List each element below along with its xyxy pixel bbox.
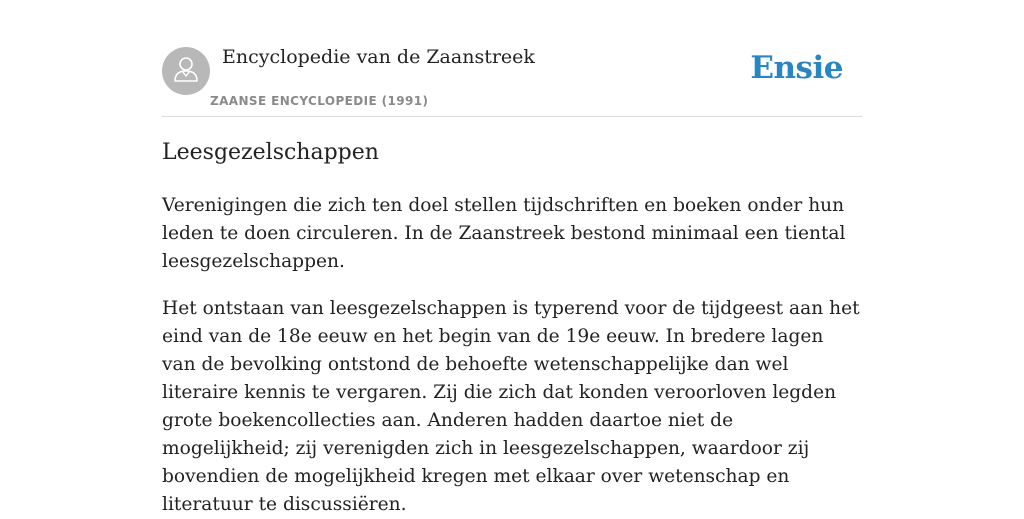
article-paragraph-1: Verenigingen die zich ten doel stellen tijdschriften en boeken onder hun leden te doen circuleren. In de Zaanstreek bestond minimaal een tiental leesgezelschappen.: [162, 195, 846, 272]
article-paragraph-2: Het ontstaan van leesgezelschappen is typerend voor de tijdgeest aan het eind van de 18e eeuw en het begin van de 19e eeuw. In bredere lagen van de bevolking ontstond de behoefte wetenschappelijke dan wel literaire kennis te vergaren. Zij die zich dat konden veroorloven legden grote boekencollecties aan. Anderen hadden daartoe niet de mogelijkheid; zij verenigden zich in leesgezelschappen, waardoor zij bovendien de mogelijkheid kregen met elkaar over wetenschap en literatuur te discussiëren.: [162, 298, 860, 515]
user-icon: [173, 55, 199, 87]
page-title: Leesgezelschappen: [162, 140, 379, 165]
article-container: [162, 0, 862, 515]
source-name[interactable]: Encyclopedie van de Zaanstreek: [222, 46, 535, 68]
source-header: [162, 0, 862, 117]
avatar[interactable]: [162, 47, 210, 95]
ensie-logo[interactable]: Ensie: [750, 50, 843, 86]
source-subtitle: ZAANSE ENCYCLOPEDIE (1991): [210, 94, 429, 108]
